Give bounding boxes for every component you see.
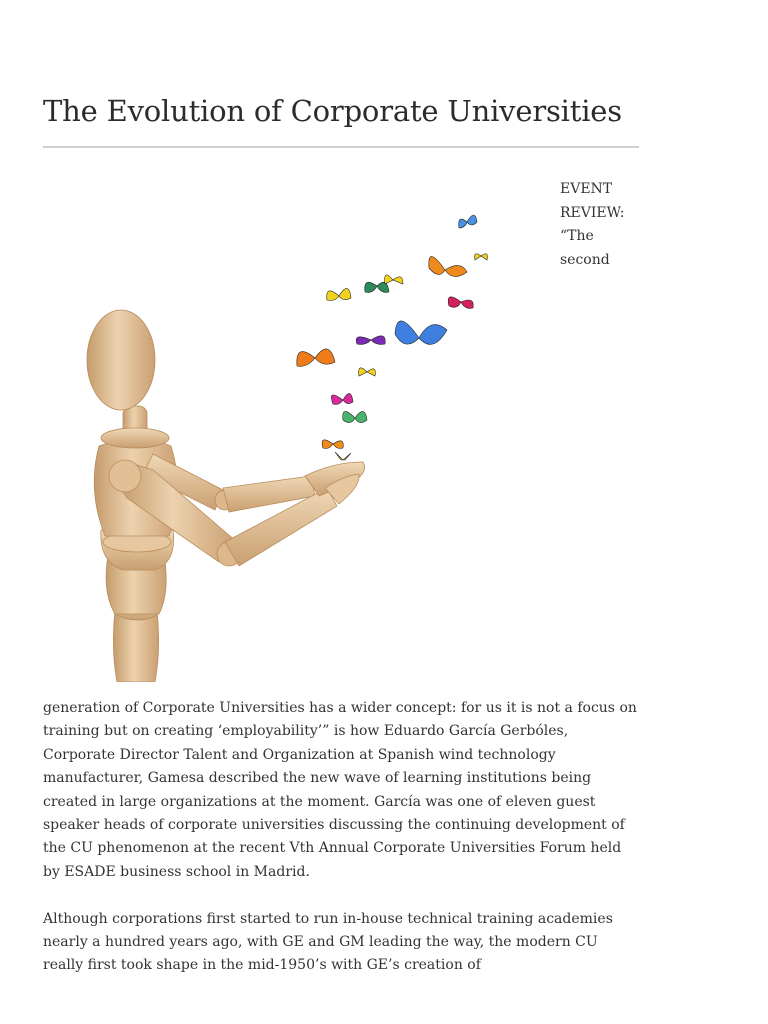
body-paragraph: generation of Corporate Universities has a wider concept: for us it is not a focus on training but on creating ‘employability’” is how Eduardo García Gerbóles, Corporate Director Talent and Organization at Spanish wind technology manufacturer, Gamesa described the new wave of learning institutions being created in large organizations at the moment. García was one of eleven guest speaker heads of corporate universities discussing the continuing development of the CU phenomenon at the recent Vth Annual Corporate Universities Forum held by ESADE business school in Madrid. [43, 700, 637, 880]
article-body [43, 697, 641, 1001]
title-divider [43, 146, 639, 148]
butterflies [297, 215, 488, 460]
body-paragraph: Although corporations first started to run in-house technical training academies nearly a hundred years ago, with GE and GM leading the way, the modern CU really first took shape in the mid-1950’s with GE’s creation of [43, 910, 613, 974]
mannequin [87, 310, 365, 682]
article-illustration [43, 170, 543, 682]
wooden-mannequin-with-butterflies [43, 170, 543, 682]
article-title: The Evolution of Corporate Universities [43, 94, 622, 128]
event-review-intro: EVENT REVIEW: “The second [560, 181, 625, 268]
